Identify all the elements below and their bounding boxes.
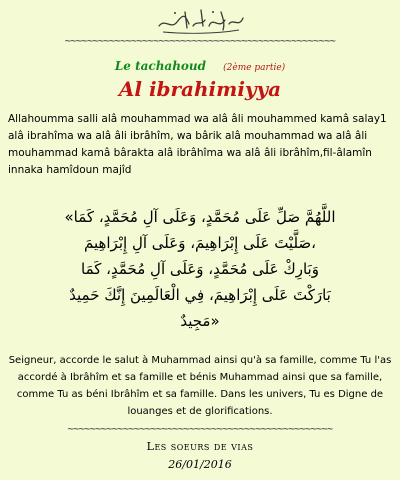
subtitle-main: Le tachahoud: [114, 59, 207, 73]
french-translation: Seigneur, accorde le salut à Muhammad ainsi qu'à sa famille, comme Tu l'as accordé à Ibrâhîm et sa famille et bénis Muhammad ainsi que sa famille, comme Tu as béni Ibrâhîm et sa famille. Dans les univers, Tu es Digne de louanges et de glorifications.: [8, 355, 392, 417]
arabic-line: وَبَارِكْ عَلَى مُحَمَّدٍ، وَعَلَى آلِ مُحَمَّدٍ، كَمَا: [81, 260, 319, 278]
date: 26/01/2016: [168, 458, 232, 471]
arabic-line: اللَّهُمَّ صَلِّ عَلَى مُحَمَّدٍ، وَعَلَى آلِ مُحَمَّدٍ، كَمَا»: [64, 208, 336, 226]
page-title: Al ibrahimiyya: [118, 77, 282, 101]
transliteration-text: Allahoumma salli alâ mouhammad wa alâ âli mouhammed kamâ salay1 alâ ibrahîma wa alâ âli ibrâhîm, wa bârik alâ mouhammad wa alâ âli mouhammad kamâ bârakta alâ ibrâhîma wa alâ âli ibrâhîm,fil-âlamîn innaka hamîdoun majîd: [8, 113, 387, 176]
arabic-line: ،صَلَّيْتَ عَلَى إِبْرَاهِيمَ، وَعَلَى آلِ إِبْرَاهِيمَ: [83, 234, 317, 252]
divider-top: ~~~~~~~~~~~~~~~~~~~~~~~~~~~~~~~~~~~~~~~~~~~~~~~~~: [64, 36, 336, 47]
divider-bottom: ~~~~~~~~~~~~~~~~~~~~~~~~~~~~~~~~~~~~~~~~~~~~~~~~: [67, 424, 333, 435]
subtitle-row: [0, 55, 400, 74]
arabic-line: «مَجِيدٌ: [180, 312, 220, 330]
basmala-calligraphy-logo: [155, 4, 245, 36]
arabic-text-block: [40, 204, 360, 334]
subtitle-part: (2ème partie): [223, 63, 286, 73]
arabic-line: بَارَكْتَ عَلَى إِبْرَاهِيمَ، فِي الْعَالَمِينَ إِنَّكَ حَمِيدٌ: [69, 286, 331, 304]
signature: Les soeurs de vias: [146, 440, 254, 453]
